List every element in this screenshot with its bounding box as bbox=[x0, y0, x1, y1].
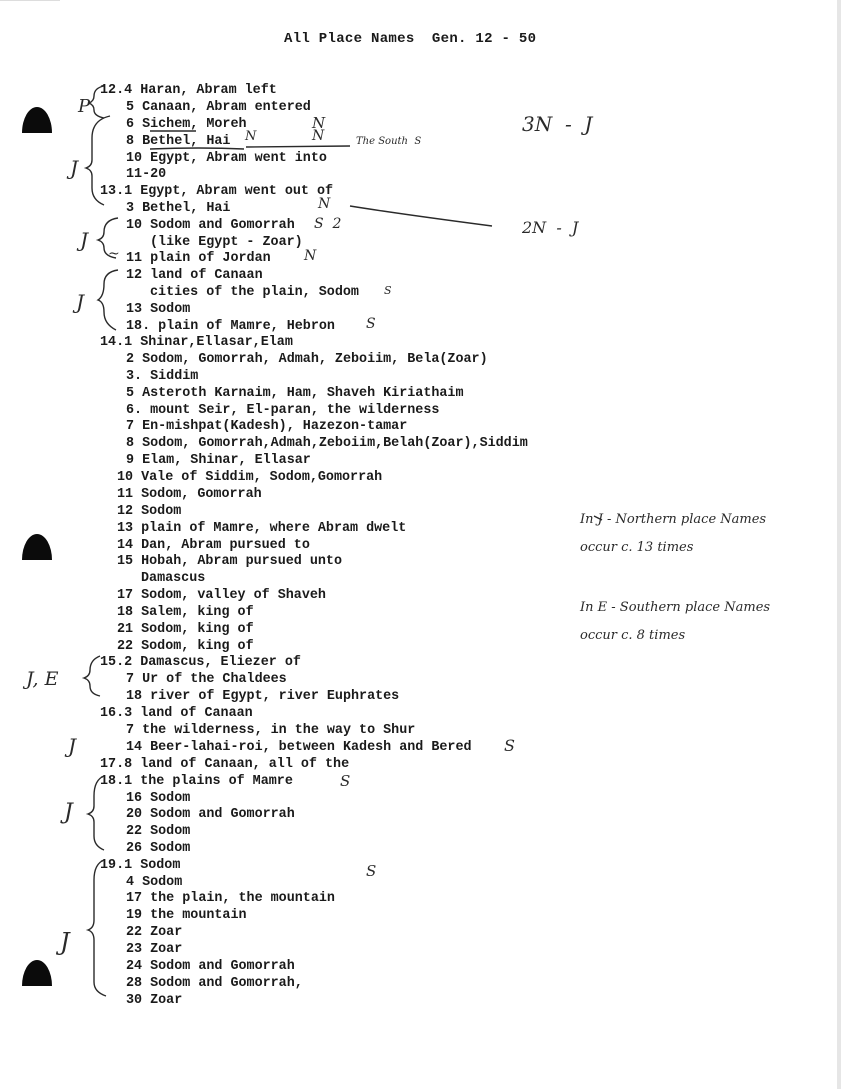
verse-number: 22 bbox=[126, 824, 151, 839]
place-name-text: Canaan, Abram entered bbox=[142, 100, 311, 115]
place-name-text: Salem, king of bbox=[141, 605, 254, 620]
verse-number: 11 bbox=[126, 251, 151, 266]
place-name-text: Zoar bbox=[150, 925, 183, 940]
handwritten-note: J bbox=[68, 734, 77, 758]
place-name-text: Sodom, Gomorrah, Admah, Zeboiim, Bela(Zoar) bbox=[142, 352, 488, 367]
verse-number: 15.2 bbox=[100, 655, 141, 670]
verse-number: 2 bbox=[126, 352, 143, 367]
handwritten-note: J bbox=[80, 228, 89, 252]
verse-number: 13 bbox=[117, 521, 142, 536]
verse-number: 7 bbox=[126, 672, 143, 687]
handwritten-note: N bbox=[304, 248, 317, 264]
verse-number: 30 bbox=[126, 993, 151, 1008]
place-name-text: the plains of Mamre bbox=[140, 774, 293, 789]
handwritten-note: 2N - J bbox=[522, 218, 579, 237]
verse-number: 10 bbox=[126, 218, 151, 233]
verse-number: 8 bbox=[126, 436, 143, 451]
verse-number: 11-20 bbox=[126, 167, 175, 182]
verse-number: 3 bbox=[126, 201, 143, 216]
brace-j-2 bbox=[98, 218, 118, 258]
handwritten-note: ~ bbox=[108, 246, 120, 262]
verse-number: 24 bbox=[126, 959, 151, 974]
place-name-text: Sodom, Gomorrah,Admah,Zeboiim,Belah(Zoar),Siddim bbox=[142, 436, 528, 451]
place-name-text: Sodom bbox=[140, 858, 181, 873]
verse-number: 6. bbox=[126, 403, 151, 418]
verse-number: 13 bbox=[126, 302, 151, 317]
handwritten-note: In E - Southern place Names bbox=[580, 600, 771, 615]
place-name-text: Elam, Shinar, Ellasar bbox=[142, 453, 311, 468]
verse-number: 20 bbox=[126, 807, 151, 822]
place-name-text: Shinar,Ellasar,Elam bbox=[140, 335, 293, 350]
place-name-text: Zoar bbox=[150, 942, 183, 957]
handwritten-note: In J - Northern place Names bbox=[580, 512, 767, 527]
brace-j-5 bbox=[88, 860, 106, 996]
underline-bethel bbox=[150, 148, 244, 149]
verse-number: 17 bbox=[117, 588, 142, 603]
verse-number: 13.1 bbox=[100, 184, 141, 199]
verse-number: 6 bbox=[126, 117, 143, 132]
place-name-text: Sodom and Gomorrah bbox=[150, 218, 295, 233]
verse-number: 12.4 bbox=[100, 83, 141, 98]
verse-number: 5 bbox=[126, 386, 143, 401]
handwritten-note: N bbox=[245, 129, 257, 144]
handwritten-note: 3N - J bbox=[522, 112, 593, 136]
place-name-text: Asteroth Karnaim, Ham, Shaveh Kiriathaim bbox=[142, 386, 464, 401]
verse-number: 9 bbox=[126, 453, 143, 468]
handwritten-note: N bbox=[312, 128, 325, 144]
place-name-text: Sodom bbox=[141, 504, 182, 519]
brace-j-3 bbox=[98, 270, 118, 330]
verse-number: 15 bbox=[117, 554, 142, 569]
brace-p bbox=[89, 86, 104, 118]
verse-number: 26 bbox=[126, 841, 151, 856]
verse-number: 22 bbox=[126, 925, 151, 940]
place-name-text: (like Egypt - Zoar) bbox=[150, 235, 303, 250]
place-name-text: Haran, Abram left bbox=[140, 83, 277, 98]
place-name-text: Sichem, Moreh bbox=[142, 117, 247, 132]
handwritten-note: S bbox=[366, 862, 377, 880]
place-name-text: cities of the plain, Sodom bbox=[150, 285, 359, 300]
verse-number: 8 bbox=[126, 134, 143, 149]
place-name-text: the mountain bbox=[150, 908, 247, 923]
place-name-text: Sodom, valley of Shaveh bbox=[141, 588, 326, 603]
verse-number: 4 bbox=[126, 875, 143, 890]
verse-number: 11 bbox=[117, 487, 142, 502]
place-name-text: Sodom and Gomorrah, bbox=[150, 976, 303, 991]
place-name-text: Vale of Siddim, Sodom,Gomorrah bbox=[141, 470, 383, 485]
place-name-text: Ur of the Chaldees bbox=[142, 672, 287, 687]
handwritten-note: S 2 bbox=[314, 216, 342, 232]
verse-number: 14.1 bbox=[100, 335, 141, 350]
handwritten-note: J bbox=[60, 928, 70, 956]
verse-number: 17 bbox=[126, 891, 151, 906]
handwritten-note: S bbox=[504, 736, 515, 755]
verse-number: 5 bbox=[126, 100, 143, 115]
place-name-text: Sodom, king of bbox=[141, 639, 254, 654]
place-name-text: Dan, Abram pursued to bbox=[141, 538, 310, 553]
place-name-text: land of Canaan bbox=[150, 268, 263, 283]
handwritten-note: S bbox=[340, 772, 351, 790]
place-name-text: Beer-lahai-roi, between Kadesh and Bered bbox=[150, 740, 472, 755]
verse-number: 16.3 bbox=[100, 706, 141, 721]
handwritten-note: P bbox=[78, 96, 91, 117]
place-name-text: land of Canaan, all of the bbox=[140, 757, 350, 772]
verse-number: 21 bbox=[117, 622, 142, 637]
place-name-text: plain of Mamre, Hebron bbox=[158, 319, 335, 334]
place-name-text: Sodom bbox=[142, 875, 183, 890]
place-name-text: Sodom and Gomorrah bbox=[150, 959, 295, 974]
place-name-text: Bethel, Hai bbox=[142, 134, 231, 149]
brace-j-1 bbox=[86, 116, 110, 205]
place-name-text: Egypt, Abram went into bbox=[150, 151, 327, 166]
verse-number: 12 bbox=[117, 504, 142, 519]
verse-number: 19 bbox=[126, 908, 151, 923]
check-mark bbox=[594, 516, 602, 520]
place-name-text: river of Egypt, river Euphrates bbox=[150, 689, 400, 704]
verse-number: 19.1 bbox=[100, 858, 141, 873]
verse-number: 7 bbox=[126, 419, 143, 434]
place-name-text: Sodom, Gomorrah bbox=[141, 487, 262, 502]
place-name-text: Damascus bbox=[141, 571, 206, 586]
brace-je bbox=[84, 656, 100, 696]
place-name-text: Bethel, Hai bbox=[142, 201, 231, 216]
connector-bethel bbox=[350, 206, 492, 226]
connector-hai bbox=[246, 146, 350, 147]
handwritten-note: J bbox=[76, 290, 85, 314]
handwritten-note: N bbox=[318, 196, 331, 212]
verse-number: 23 bbox=[126, 942, 151, 957]
verse-number: 17.8 bbox=[100, 757, 141, 772]
place-name-text: En-mishpat(Kadesh), Hazezon-tamar bbox=[142, 419, 408, 434]
place-name-text: Hobah, Abram pursued unto bbox=[141, 554, 343, 569]
handwritten-note: S bbox=[366, 316, 376, 332]
brace-j-4 bbox=[88, 776, 104, 850]
handwritten-note: occur c. 13 times bbox=[580, 540, 694, 555]
place-name-text: Damascus, Eliezer of bbox=[140, 655, 301, 670]
place-name-text: Egypt, Abram went out of bbox=[140, 184, 334, 199]
verse-number: 18 bbox=[117, 605, 142, 620]
verse-number: 10 bbox=[117, 470, 142, 485]
place-name-text: Sodom bbox=[150, 791, 191, 806]
place-name-text: Sodom bbox=[150, 302, 191, 317]
handwritten-note: J bbox=[70, 156, 79, 180]
handwritten-note: The South S bbox=[356, 136, 422, 147]
verse-number: 18 bbox=[126, 689, 151, 704]
place-name-text: plain of Mamre, where Abram dwelt bbox=[141, 521, 407, 536]
verse-number: 10 bbox=[126, 151, 151, 166]
place-name-text: Sodom, king of bbox=[141, 622, 254, 637]
place-name-text: plain of Jordan bbox=[150, 251, 271, 266]
handwritten-note: J bbox=[64, 800, 73, 825]
place-name-text: Sodom bbox=[150, 841, 191, 856]
handwritten-note: J, E bbox=[26, 668, 59, 690]
handwritten-note: S bbox=[384, 284, 392, 297]
verse-number: 14 bbox=[126, 740, 151, 755]
handwritten-note: N bbox=[312, 114, 326, 132]
place-name-text: Siddim bbox=[150, 369, 199, 384]
page-title: All Place Names Gen. 12 - 50 bbox=[284, 31, 537, 47]
place-name-text: the plain, the mountain bbox=[150, 891, 335, 906]
verse-number: 12 bbox=[126, 268, 151, 283]
place-name-text: Sodom bbox=[150, 824, 191, 839]
verse-number: 18. bbox=[126, 319, 159, 334]
place-name-text: mount Seir, El-paran, the wilderness bbox=[150, 403, 440, 418]
place-name-text: Sodom and Gomorrah bbox=[150, 807, 295, 822]
place-name-text: land of Canaan bbox=[140, 706, 253, 721]
handwritten-note: occur c. 8 times bbox=[580, 628, 686, 643]
verse-number: 7 bbox=[126, 723, 143, 738]
verse-number: 3. bbox=[126, 369, 151, 384]
verse-number: 16 bbox=[126, 791, 151, 806]
verse-number: 18.1 bbox=[100, 774, 141, 789]
verse-number: 28 bbox=[126, 976, 151, 991]
verse-number: 22 bbox=[117, 639, 142, 654]
verse-number: 14 bbox=[117, 538, 142, 553]
place-name-text: the wilderness, in the way to Shur bbox=[142, 723, 416, 738]
place-name-text: Zoar bbox=[150, 993, 183, 1008]
